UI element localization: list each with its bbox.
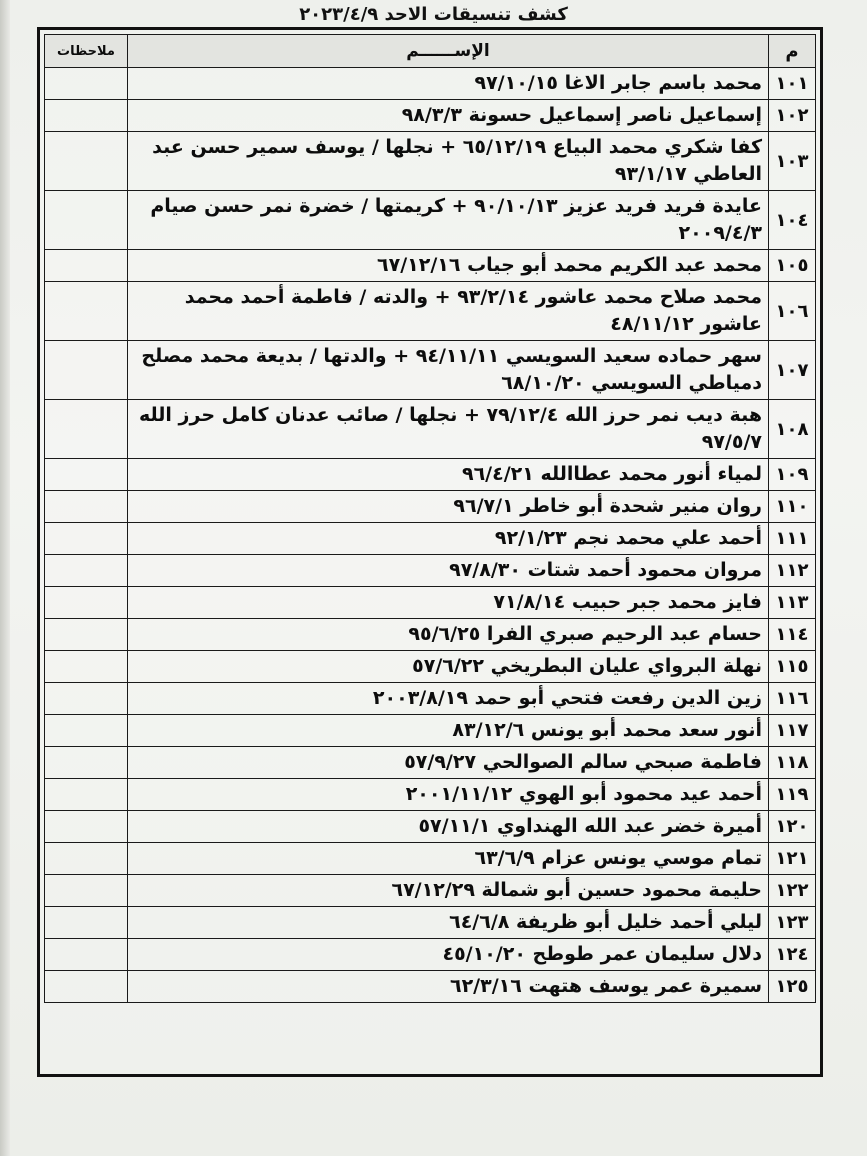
row-notes	[45, 971, 128, 1003]
table-row	[45, 250, 816, 282]
table-row	[45, 939, 816, 971]
page-title: كشف تنسيقات الاحد ٢٠٢٣/٤/٩	[299, 4, 568, 25]
row-number: ١٢٣	[769, 907, 816, 939]
row-number: ١٢٠	[769, 811, 816, 843]
row-number: ١١٨	[769, 747, 816, 779]
row-name: هبة ديب نمر حرز الله ٧٩/١٢/٤ + نجلها / صائب عدنان كامل حرز الله ٩٧/٥/٧	[128, 400, 769, 459]
table-row	[45, 715, 816, 747]
table-row	[45, 555, 816, 587]
row-number: ١٠٢	[769, 100, 816, 132]
row-notes	[45, 619, 128, 651]
row-notes	[45, 250, 128, 282]
row-number: ١٢٥	[769, 971, 816, 1003]
row-notes	[45, 341, 128, 400]
table-header-row	[45, 35, 816, 68]
row-notes	[45, 843, 128, 875]
row-notes	[45, 68, 128, 100]
row-name: ليلي أحمد خليل أبو ظريفة ٦٤/٦/٨	[128, 907, 769, 939]
header-notes: ملاحظات	[45, 35, 128, 68]
row-number: ١٠٥	[769, 250, 816, 282]
row-number: ١١٤	[769, 619, 816, 651]
table-row	[45, 132, 816, 191]
row-number: ١١٧	[769, 715, 816, 747]
row-name: تمام موسي يونس عزام ٦٣/٦/٩	[128, 843, 769, 875]
row-name: حسام عبد الرحيم صبري الفرا ٩٥/٦/٢٥	[128, 619, 769, 651]
roster-table-frame	[37, 27, 823, 1077]
table-row	[45, 68, 816, 100]
row-name: أحمد عيد محمود أبو الهوي ٢٠٠١/١١/١٢	[128, 779, 769, 811]
row-number: ١٠١	[769, 68, 816, 100]
row-name: عايدة فريد فريد عزيز ٩٠/١٠/١٣ + كريمتها / خضرة نمر حسن صيام ٢٠٠٩/٤/٣	[128, 191, 769, 250]
row-notes	[45, 132, 128, 191]
row-name: محمد صلاح محمد عاشور ٩٣/٢/١٤ + والدته / فاطمة أحمد محمد عاشور ٤٨/١١/١٢	[128, 282, 769, 341]
row-name: سميرة عمر يوسف هتهت ٦٢/٣/١٦	[128, 971, 769, 1003]
table-row	[45, 341, 816, 400]
row-notes	[45, 459, 128, 491]
table-row	[45, 971, 816, 1003]
row-notes	[45, 523, 128, 555]
row-notes	[45, 907, 128, 939]
table-row	[45, 651, 816, 683]
table-row	[45, 907, 816, 939]
table-row	[45, 100, 816, 132]
row-notes	[45, 100, 128, 132]
row-notes	[45, 811, 128, 843]
row-name: مروان محمود أحمد شتات ٩٧/٨/٣٠	[128, 555, 769, 587]
row-name: سهر حماده سعيد السويسي ٩٤/١١/١١ + والدتها / بديعة محمد مصلح دمياطي السويسي ٦٨/١٠/٢٠	[128, 341, 769, 400]
row-notes	[45, 651, 128, 683]
row-notes	[45, 282, 128, 341]
row-number: ١٢٢	[769, 875, 816, 907]
row-name: إسماعيل ناصر إسماعيل حسونة ٩٨/٣/٣	[128, 100, 769, 132]
row-number: ١١٣	[769, 587, 816, 619]
row-name: نهلة البرواي عليان البطريخي ٥٧/٦/٢٢	[128, 651, 769, 683]
row-number: ١١٢	[769, 555, 816, 587]
row-number: ١١٥	[769, 651, 816, 683]
row-notes	[45, 715, 128, 747]
row-number: ١٢١	[769, 843, 816, 875]
row-name: لمياء أنور محمد عطاالله ٩٦/٤/٢١	[128, 459, 769, 491]
table-row	[45, 587, 816, 619]
header-name: الإســــــم	[128, 35, 769, 68]
row-notes	[45, 555, 128, 587]
row-name: أنور سعد محمد أبو يونس ٨٣/١٢/٦	[128, 715, 769, 747]
row-name: زين الدين رفعت فتحي أبو حمد ٢٠٠٣/٨/١٩	[128, 683, 769, 715]
row-name: حليمة محمود حسين أبو شمالة ٦٧/١٢/٢٩	[128, 875, 769, 907]
table-row	[45, 282, 816, 341]
row-notes	[45, 683, 128, 715]
table-row	[45, 459, 816, 491]
row-notes	[45, 779, 128, 811]
row-notes	[45, 400, 128, 459]
row-notes	[45, 875, 128, 907]
table-row	[45, 843, 816, 875]
row-number: ١١٩	[769, 779, 816, 811]
row-notes	[45, 191, 128, 250]
row-name: محمد باسم جابر الاغا ٩٧/١٠/١٥	[128, 68, 769, 100]
row-number: ١٠٤	[769, 191, 816, 250]
row-number: ١٠٩	[769, 459, 816, 491]
row-number: ١٠٧	[769, 341, 816, 400]
table-row	[45, 811, 816, 843]
row-number: ١١٠	[769, 491, 816, 523]
row-name: محمد عبد الكريم محمد أبو جياب ٦٧/١٢/١٦	[128, 250, 769, 282]
table-row	[45, 683, 816, 715]
row-number: ١٠٨	[769, 400, 816, 459]
roster-table	[44, 34, 816, 1003]
row-name: أميرة خضر عبد الله الهنداوي ٥٧/١١/١	[128, 811, 769, 843]
table-row	[45, 491, 816, 523]
table-row	[45, 191, 816, 250]
table-row	[45, 523, 816, 555]
row-notes	[45, 587, 128, 619]
table-row	[45, 779, 816, 811]
table-row	[45, 400, 816, 459]
page-fold-shadow	[0, 0, 10, 1156]
row-notes	[45, 939, 128, 971]
row-name: دلال سليمان عمر طوطح ٤٥/١٠/٢٠	[128, 939, 769, 971]
row-name: كفا شكري محمد البياع ٦٥/١٢/١٩ + نجلها / يوسف سمير حسن عبد العاطي ٩٣/١/١٧	[128, 132, 769, 191]
row-number: ١٠٣	[769, 132, 816, 191]
table-body	[45, 68, 816, 1003]
row-notes	[45, 491, 128, 523]
row-name: روان منير شحدة أبو خاطر ٩٦/٧/١	[128, 491, 769, 523]
table-row	[45, 619, 816, 651]
row-name: أحمد علي محمد نجم ٩٢/١/٢٣	[128, 523, 769, 555]
row-number: ١٠٦	[769, 282, 816, 341]
row-name: فايز محمد جبر حبيب ٧١/٨/١٤	[128, 587, 769, 619]
table-row	[45, 747, 816, 779]
row-notes	[45, 747, 128, 779]
row-name: فاطمة صبحي سالم الصوالحي ٥٧/٩/٢٧	[128, 747, 769, 779]
table-row	[45, 875, 816, 907]
header-number: م	[769, 35, 816, 68]
row-number: ١١٦	[769, 683, 816, 715]
row-number: ١٢٤	[769, 939, 816, 971]
row-number: ١١١	[769, 523, 816, 555]
